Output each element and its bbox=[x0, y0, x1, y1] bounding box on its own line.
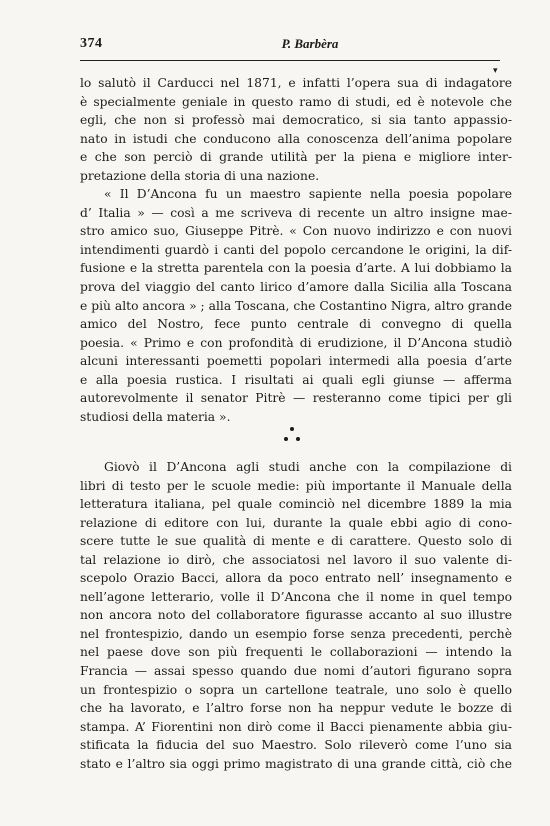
text-line: stato e l’altro sia oggi primo magistrato di una grande città, ciò che bbox=[80, 756, 512, 771]
text-line: amico del Nostro, fece punto centrale di convegno di quella bbox=[80, 317, 512, 332]
text-line: lo salutò il Carducci nel 1871, e infatti l’opera sua di indagatore bbox=[80, 76, 512, 90]
text-line: letteratura italiana, pel quale cominciò nel dicembre 1889 la mia bbox=[80, 497, 512, 512]
paragraph-manuale bbox=[80, 458, 512, 773]
page-number: 374 bbox=[80, 36, 103, 51]
text-line: e alla poesia rustica. I risultati ai quali egli giunse — afferma bbox=[80, 372, 512, 387]
text-line: Francia — assai spesso quando due nomi d’autori figurano sopra bbox=[80, 664, 512, 679]
text-line: Giovò il D’Ancona agli studi anche con la compilazione di bbox=[104, 460, 512, 474]
text-line: libri di testo per le scuole medie: più importante il Manuale della bbox=[80, 478, 512, 493]
page-header bbox=[80, 36, 500, 56]
paragraph-continuation bbox=[80, 74, 512, 185]
text-line: studiosi della materia ». bbox=[80, 409, 231, 424]
text-line: un frontespizio o sopra un cartellone teatrale, uno solo è quello bbox=[80, 682, 512, 697]
body-text-top bbox=[80, 74, 512, 426]
text-line: non ancora noto del collaboratore figurasse accanto al suo illustre bbox=[80, 608, 512, 623]
text-line: nato in istudi che conducono alla conoscenza dell’anima popolare bbox=[80, 131, 512, 146]
running-head: P. Barbèra bbox=[281, 36, 339, 51]
text-line: pretazione della storia di una nazione. bbox=[80, 168, 320, 183]
text-line: fusione e la stretta parentela con la poesia d’arte. A lui dobbiamo la bbox=[80, 261, 512, 276]
text-line: autorevolmente il senator Pitrè — resteranno come tipici per gli bbox=[80, 391, 512, 406]
text-line: relazione di editore con lui, durante la quale ebbi agio di cono- bbox=[80, 515, 512, 530]
text-line: stificata la fiducia del suo Maestro. Solo rileverò come l’uno sia bbox=[80, 738, 512, 753]
text-line: e più alto ancora » ; alla Toscana, che Costantino Nigra, altro grande bbox=[80, 298, 512, 313]
text-line: nel frontespizio, dando un esempio forse senza precedenti, perchè bbox=[80, 626, 512, 641]
section-separator-asterism bbox=[282, 424, 312, 448]
paragraph-quote bbox=[80, 185, 512, 426]
text-line: poesia. « Primo e con profondità di erudizione, il D’Ancona studiò bbox=[80, 335, 512, 350]
text-line: tal relazione io dirò, che associatosi nel lavoro il suo valente di- bbox=[80, 552, 512, 567]
text-line: nel paese dove son più frequenti le collaborazioni — intendo la bbox=[80, 645, 512, 660]
print-mark: ▾ bbox=[493, 66, 498, 76]
text-line: prova del viaggio del canto lirico d’amore dalla Sicilia alla Toscana bbox=[80, 280, 512, 295]
text-line: scere tutte le sue qualità di mente e di carattere. Questo solo di bbox=[80, 534, 512, 549]
text-line: è specialmente geniale in questo ramo di studi, ed è notevole che bbox=[80, 94, 512, 109]
header-rule bbox=[80, 60, 500, 61]
text-line: stampa. A’ Fiorentini non dirò come il Bacci pienamente abbia giu- bbox=[80, 719, 512, 734]
body-text-bottom bbox=[80, 458, 512, 773]
text-line: alcuni interessanti poemetti popolari intermedi alla poesia d’arte bbox=[80, 354, 512, 369]
text-line: egli, che non si professò mai democratico, si sia tanto appassio- bbox=[80, 113, 512, 128]
text-line: d’ Italia » — così a me scriveva di recente un altro insigne mae- bbox=[80, 205, 512, 220]
text-line: intendimenti guardò i canti del popolo cercandone le origini, la dif- bbox=[80, 242, 512, 257]
text-line: nell’agone letterario, volle il D’Ancona che il nome in quel tempo bbox=[80, 589, 512, 604]
text-line: e che son perciò di grande utilità per la piena e migliore inter- bbox=[80, 150, 512, 165]
text-line: scepolo Orazio Bacci, allora da poco entrato nell’ insegnamento e bbox=[80, 571, 512, 586]
text-line: stro amico suo, Giuseppe Pitrè. « Con nuovo indirizzo e con nuovi bbox=[80, 224, 512, 239]
text-line: che ha lavorato, e l’altro forse non ha neppur vedute le bozze di bbox=[80, 701, 512, 716]
text-line: « Il D’Ancona fu un maestro sapiente nella poesia popolare bbox=[104, 187, 512, 202]
